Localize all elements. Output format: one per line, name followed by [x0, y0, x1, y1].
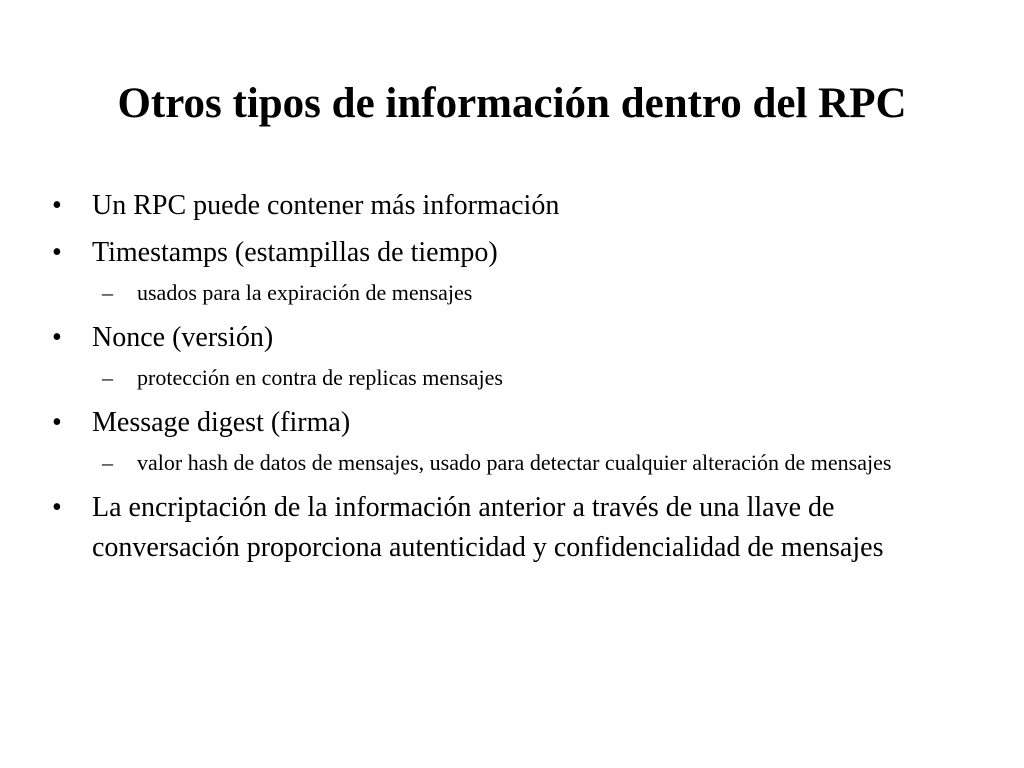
bullet-item	[52, 186, 982, 226]
bullet-text: Nonce (versión)	[92, 322, 274, 353]
bullet-text: Message digest (firma)	[92, 407, 351, 438]
sub-bullet-item	[52, 276, 982, 309]
slide-title: Otros tipos de información dentro del RPC	[117, 80, 907, 127]
dash-marker: –	[102, 365, 113, 390]
sub-bullet-text: protección en contra de replicas mensajes	[137, 365, 503, 390]
bullet-text: Un RPC puede contener más información	[92, 190, 560, 221]
bullet-text: La encriptación de la información anterior a través de una llave de conversación proporciona autenticidad y confidencialidad de mensajes	[92, 492, 884, 563]
bullet-marker: •	[52, 237, 62, 268]
dash-marker: –	[102, 450, 113, 475]
bullet-list	[52, 186, 982, 575]
bullet-item	[52, 233, 982, 273]
sub-bullet-item	[52, 361, 982, 394]
bullet-marker: •	[52, 190, 62, 221]
sub-bullet-item	[52, 446, 982, 479]
bullet-item	[52, 318, 982, 358]
bullet-item	[52, 403, 982, 443]
bullet-marker: •	[52, 407, 62, 438]
dash-marker: –	[102, 280, 113, 305]
bullet-item	[52, 488, 982, 568]
bullet-marker: •	[52, 322, 62, 353]
sub-bullet-text: usados para la expiración de mensajes	[137, 280, 473, 305]
sub-bullet-text: valor hash de datos de mensajes, usado para detectar cualquier alteración de mensajes	[137, 450, 892, 475]
bullet-text: Timestamps (estampillas de tiempo)	[92, 237, 498, 268]
bullet-marker: •	[52, 492, 62, 523]
